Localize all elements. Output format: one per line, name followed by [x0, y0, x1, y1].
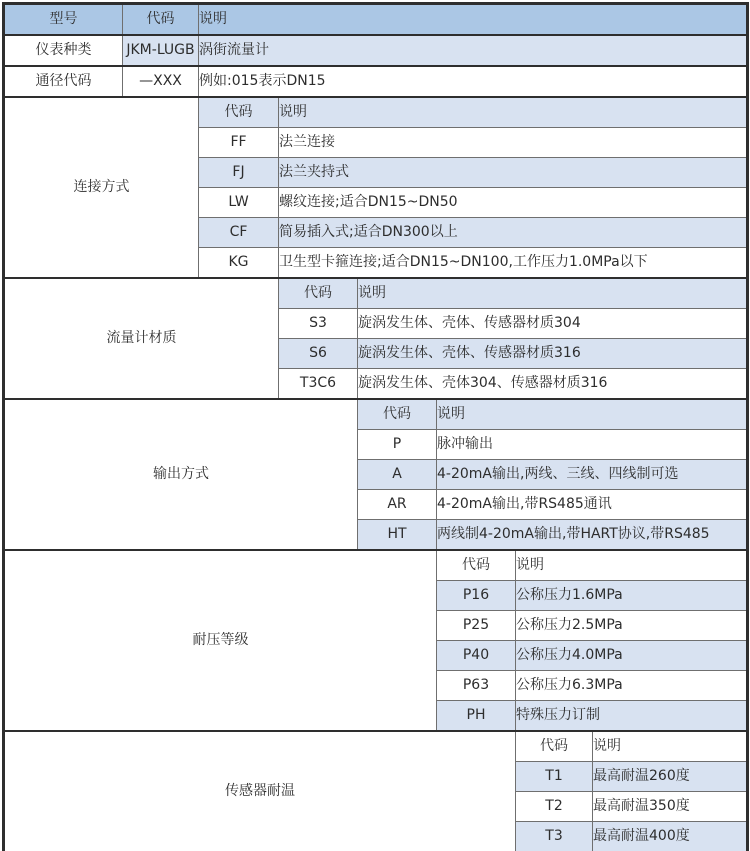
- desc-cell: 卫生型卡箍连接;适合DN15~DN100,工作压力1.0MPa以下: [279, 248, 748, 279]
- table-row: [4, 35, 748, 66]
- table-row: [4, 66, 748, 97]
- row-label-cell: 仪表种类: [4, 35, 123, 66]
- desc-cell: 公称压力2.5MPa: [516, 611, 748, 641]
- subheader-cell-code: 代码: [437, 550, 516, 581]
- code-cell: T2: [516, 792, 593, 822]
- section-label-4: 耐压等级: [4, 550, 437, 731]
- code-cell: P40: [437, 641, 516, 671]
- ordering-code-table: [2, 2, 749, 851]
- subheader-cell-desc: 说明: [358, 278, 748, 309]
- table-row: [4, 97, 748, 128]
- table-row: [4, 731, 748, 762]
- desc-cell: 公称压力1.6MPa: [516, 581, 748, 611]
- code-cell: PH: [437, 701, 516, 732]
- desc-cell: 脉冲输出: [437, 430, 748, 460]
- code-cell: CF: [199, 218, 279, 248]
- subheader-cell-code: 代码: [279, 278, 358, 309]
- desc-cell: 例如:015表示DN15: [199, 66, 748, 97]
- section-label-2: 流量计材质: [4, 278, 279, 399]
- desc-cell: 最高耐温400度: [593, 822, 748, 851]
- desc-cell: 旋涡发生体、壳体304、传感器材质316: [358, 369, 748, 400]
- code-cell: S6: [279, 339, 358, 369]
- desc-cell: 涡街流量计: [199, 35, 748, 66]
- subheader-cell-code: 代码: [516, 731, 593, 762]
- subheader-cell-code: 代码: [199, 97, 279, 128]
- table-row: [4, 550, 748, 581]
- desc-cell: 最高耐温260度: [593, 762, 748, 792]
- subheader-cell-desc: 说明: [516, 550, 748, 581]
- desc-cell: 旋涡发生体、壳体、传感器材质316: [358, 339, 748, 369]
- desc-cell: 法兰连接: [279, 128, 748, 158]
- code-cell: LW: [199, 188, 279, 218]
- section-label-5: 传感器耐温: [4, 731, 516, 851]
- header-cell-desc: 说明: [199, 4, 748, 36]
- code-cell: FJ: [199, 158, 279, 188]
- subheader-cell-desc: 说明: [437, 399, 748, 430]
- subheader-cell-desc: 说明: [279, 97, 748, 128]
- desc-cell: 旋涡发生体、壳体、传感器材质304: [358, 309, 748, 339]
- desc-cell: 螺纹连接;适合DN15~DN50: [279, 188, 748, 218]
- code-cell: P16: [437, 581, 516, 611]
- code-cell: JKM-LUGB: [123, 35, 199, 66]
- desc-cell: 最高耐温350度: [593, 792, 748, 822]
- desc-cell: 简易插入式;适合DN300以上: [279, 218, 748, 248]
- code-cell: T3: [516, 822, 593, 851]
- desc-cell: 公称压力4.0MPa: [516, 641, 748, 671]
- code-cell: —XXX: [123, 66, 199, 97]
- code-cell: T3C6: [279, 369, 358, 400]
- table-row: [4, 399, 748, 430]
- table-row: [4, 278, 748, 309]
- header-cell-code: 代码: [123, 4, 199, 36]
- desc-cell: 4-20mA输出,带RS485通讯: [437, 490, 748, 520]
- header-cell-model: 型号: [4, 4, 123, 36]
- code-cell: KG: [199, 248, 279, 279]
- code-cell: HT: [358, 520, 437, 551]
- desc-cell: 公称压力6.3MPa: [516, 671, 748, 701]
- code-cell: S3: [279, 309, 358, 339]
- desc-cell: 两线制4-20mA输出,带HART协议,带RS485: [437, 520, 748, 551]
- desc-cell: 法兰夹持式: [279, 158, 748, 188]
- subheader-cell-code: 代码: [358, 399, 437, 430]
- desc-cell: 特殊压力订制: [516, 701, 748, 732]
- code-cell: P: [358, 430, 437, 460]
- code-cell: P25: [437, 611, 516, 641]
- code-cell: T1: [516, 762, 593, 792]
- code-cell: FF: [199, 128, 279, 158]
- code-cell: AR: [358, 490, 437, 520]
- subheader-cell-desc: 说明: [593, 731, 748, 762]
- section-label-1: 连接方式: [4, 97, 199, 278]
- code-cell: A: [358, 460, 437, 490]
- section-label-3: 输出方式: [4, 399, 358, 550]
- code-cell: P63: [437, 671, 516, 701]
- desc-cell: 4-20mA输出,两线、三线、四线制可选: [437, 460, 748, 490]
- table-row: [4, 4, 748, 36]
- row-label-cell: 通径代码: [4, 66, 123, 97]
